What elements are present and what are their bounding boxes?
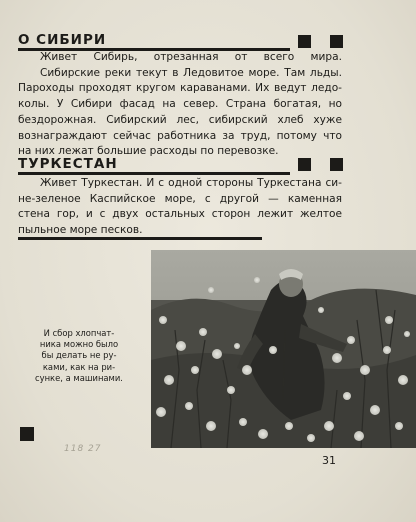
text-line: Пароходы проходят кругом караванами. Их ведут ледо- xyxy=(18,82,342,95)
text-line: вознаграждают сейчас работника за труд, потому что xyxy=(18,129,342,142)
paragraph-siberia xyxy=(18,50,342,160)
heading-turkestan: ТУРКЕСТАН xyxy=(18,156,118,172)
text-line: Живет Туркестан. И с одной стороны Туркестана си- xyxy=(40,177,342,189)
page-number: 31 xyxy=(322,454,336,467)
text-line: пыльное море песков. xyxy=(18,224,143,237)
cotton-picking-photo xyxy=(151,250,416,448)
inventory-stamp: 118 27 xyxy=(64,444,102,454)
section-divider xyxy=(18,237,262,240)
caption-line: ками, как на ри- xyxy=(42,361,116,372)
text-line: колы. У Сибири фасад на север. Страна богатая, но xyxy=(18,98,342,111)
photo-caption xyxy=(20,328,138,384)
paragraph-turkestan xyxy=(18,176,342,239)
text-line: бездорожная. Сибирский лес, сибирский хлеб хуже xyxy=(18,113,342,126)
caption-line: бы делать не ру- xyxy=(41,350,117,361)
decorative-square xyxy=(330,35,343,48)
decorative-square xyxy=(20,427,34,441)
caption-line: И сбор хлопчат- xyxy=(43,328,115,338)
heading-underline-turkestan xyxy=(18,172,290,175)
heading-siberia: О СИБИРИ xyxy=(18,32,107,48)
text-line: Сибирские реки текут в Ледовитое море. Там льды. xyxy=(40,66,342,79)
text-line: на них лежат большие расходы по перевозке. xyxy=(18,145,279,158)
caption-line: ника можно было xyxy=(39,339,119,350)
text-line: Живет Сибирь, отрезанная от всего мира. xyxy=(40,51,342,63)
text-line: не-зеленое Каспийское море, с другой — каменная xyxy=(18,192,342,205)
decorative-square xyxy=(298,35,311,48)
caption-line: сунке, а машинами. xyxy=(35,372,123,383)
decorative-square xyxy=(298,158,311,171)
text-line: стена гор, и с двух остальных сторон лежит желтое xyxy=(18,208,342,221)
decorative-square xyxy=(330,158,343,171)
